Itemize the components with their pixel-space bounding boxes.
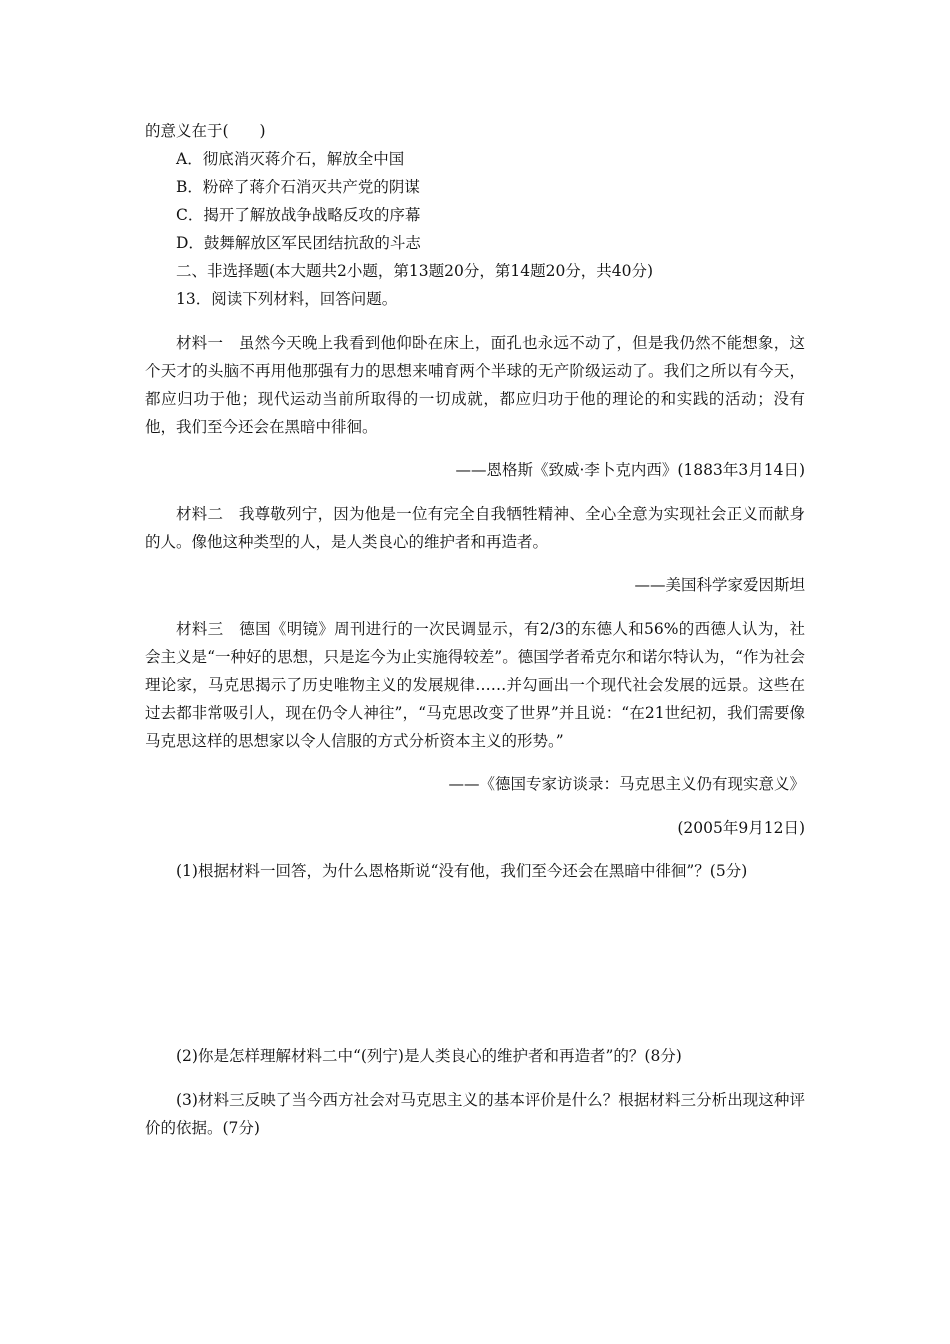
section-heading: 二、非选择题(本大题共2小题，第13题20分，第14题20分，共40分) <box>176 262 654 280</box>
option-c: C．揭开了解放战争战略反攻的序幕 <box>176 206 421 224</box>
material-2-source: ——美国科学家爱因斯坦 <box>634 576 805 594</box>
material-1-text: 材料一 虽然今天晚上我看到他仰卧在床上，面孔也永远不动了，但是我仍然不能想象，这个天才的头脑不再用他那强有力的思想来哺育两个半球的无产阶级运动了。我们之所以有今天，都应归功于他；现代运动当前所取得的一切成就，都应归功于他的理论的和实践的活动；没有他，我们至今还会在黑暗中徘徊。 <box>145 333 805 436</box>
material-3-source: ——《德国专家访谈录：马克思主义仍有现实意义》 <box>448 775 805 793</box>
material-3-text: 材料三 德国《明镜》周刊进行的一次民调显示，有2/3的东德人和56%的西德人认为，社会主义是“一种好的思想，只是迄今为止实施得较差”。德国学者希克尔和诺尔特认为，“作为社会理论家，马克思揭示了历史唯物主义的发展规律……并勾画出一个现代社会发展的远景。这些在过去都非常吸引人，现在仍令人神往”，“马克思改变了世界”并且说：“在21世纪初，我们需要像马克思这样的思想家以令人信服的方式分析资本主义的形势。” <box>145 619 805 750</box>
answer-space-1 <box>145 901 805 1027</box>
question-13-intro: 13．阅读下列材料，回答问题。 <box>176 290 398 308</box>
option-b: B．粉碎了蒋介石消灭共产党的阴谋 <box>176 178 420 196</box>
material-1-source: ——恩格斯《致威·李卜克内西》(1883年3月14日) <box>455 461 805 479</box>
material-3-date: (2005年9月12日) <box>677 818 805 837</box>
document-page <box>145 117 805 1157</box>
option-a: A．彻底消灭蒋介石，解放全中国 <box>176 150 405 168</box>
sub-question-3: (3)材料三反映了当今西方社会对马克思主义的基本评价是什么？根据材料三分析出现这种评价的依据。(7分) <box>145 1090 805 1137</box>
sub-question-1: (1)根据材料一回答，为什么恩格斯说“没有他，我们至今还会在黑暗中徘徊”？(5分) <box>176 862 748 880</box>
material-2-text: 材料二 我尊敬列宁，因为他是一位有完全自我牺牲精神、全心全意为实现社会正义而献身的人。像他这种类型的人，是人类良心的维护者和再造者。 <box>145 504 805 551</box>
question-stem: 的意义在于( ) <box>145 122 266 140</box>
sub-question-2: (2)你是怎样理解材料二中“(列宁)是人类良心的维护者和再造者”的？(8分) <box>176 1047 682 1065</box>
option-d: D．鼓舞解放区军民团结抗敌的斗志 <box>176 234 421 252</box>
